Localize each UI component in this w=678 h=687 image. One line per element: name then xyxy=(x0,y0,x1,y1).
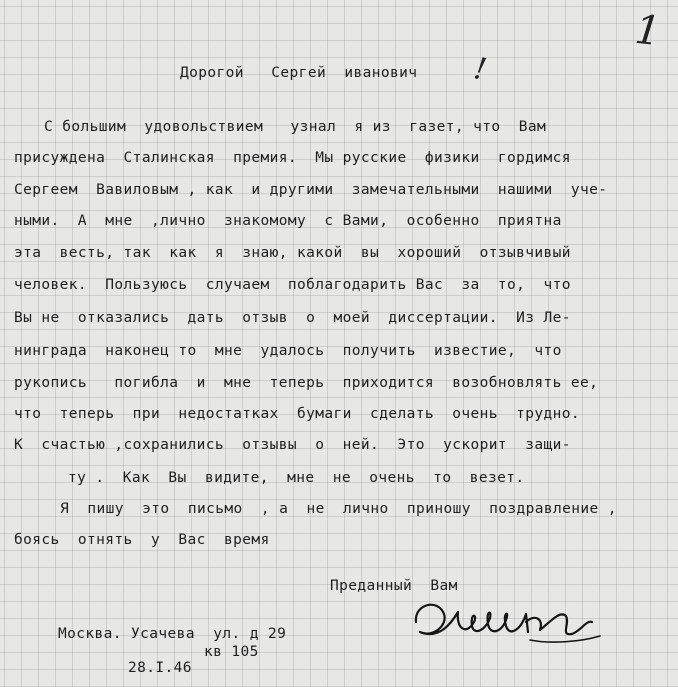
body-line: ными. А мне ,лично знакомому с Вами, особенно приятна xyxy=(14,213,562,229)
salutation-mark: ! xyxy=(471,51,490,88)
body-line: ту . Как Вы видите, мне не очень то везет. xyxy=(68,470,525,486)
letter-date: 28.I.46 xyxy=(128,660,192,676)
body-line: Вы не отказались дать отзыв о моей диссертации. Из Ле- xyxy=(14,310,571,326)
body-line: К счастью ,сохранились отзывы о ней. Это ускорит защи- xyxy=(14,437,571,453)
address-line: кв 105 xyxy=(204,644,259,660)
address-line: Москва. Усачева ул. д 29 xyxy=(58,626,287,642)
body-line: нинграда наконец то мне удалось получить известие, что xyxy=(14,343,562,359)
signature xyxy=(410,592,610,652)
body-line: С большим удовольствием узнал я из газет, что Вам xyxy=(44,119,547,135)
body-line: боясь отнять у Вас время xyxy=(14,532,270,548)
salutation: Дорогой Сергей иванович xyxy=(180,65,418,81)
body-line: что теперь при недостатках бумаги сделать очень трудно. xyxy=(14,406,581,422)
body-line: присуждена Сталинская премия. Мы русские физики гордимся xyxy=(14,150,571,166)
page-number: 1 xyxy=(632,6,663,56)
body-line: Я пишу это письмо , а не лично приношу поздравление , xyxy=(60,501,617,517)
body-line: рукопись погибла и мне теперь приходится возобновлять ее, xyxy=(14,375,599,391)
closing: Преданный Вам xyxy=(330,578,458,594)
body-line: Сергеем Вавиловым , как и другими замечательными нашими уче- xyxy=(14,182,608,198)
body-line: человек. Пользуюсь случаем поблагодарить Вас за то, что xyxy=(14,277,571,293)
body-line: эта весть, так как я знаю, какой вы хороший отзывчивый xyxy=(14,245,571,261)
